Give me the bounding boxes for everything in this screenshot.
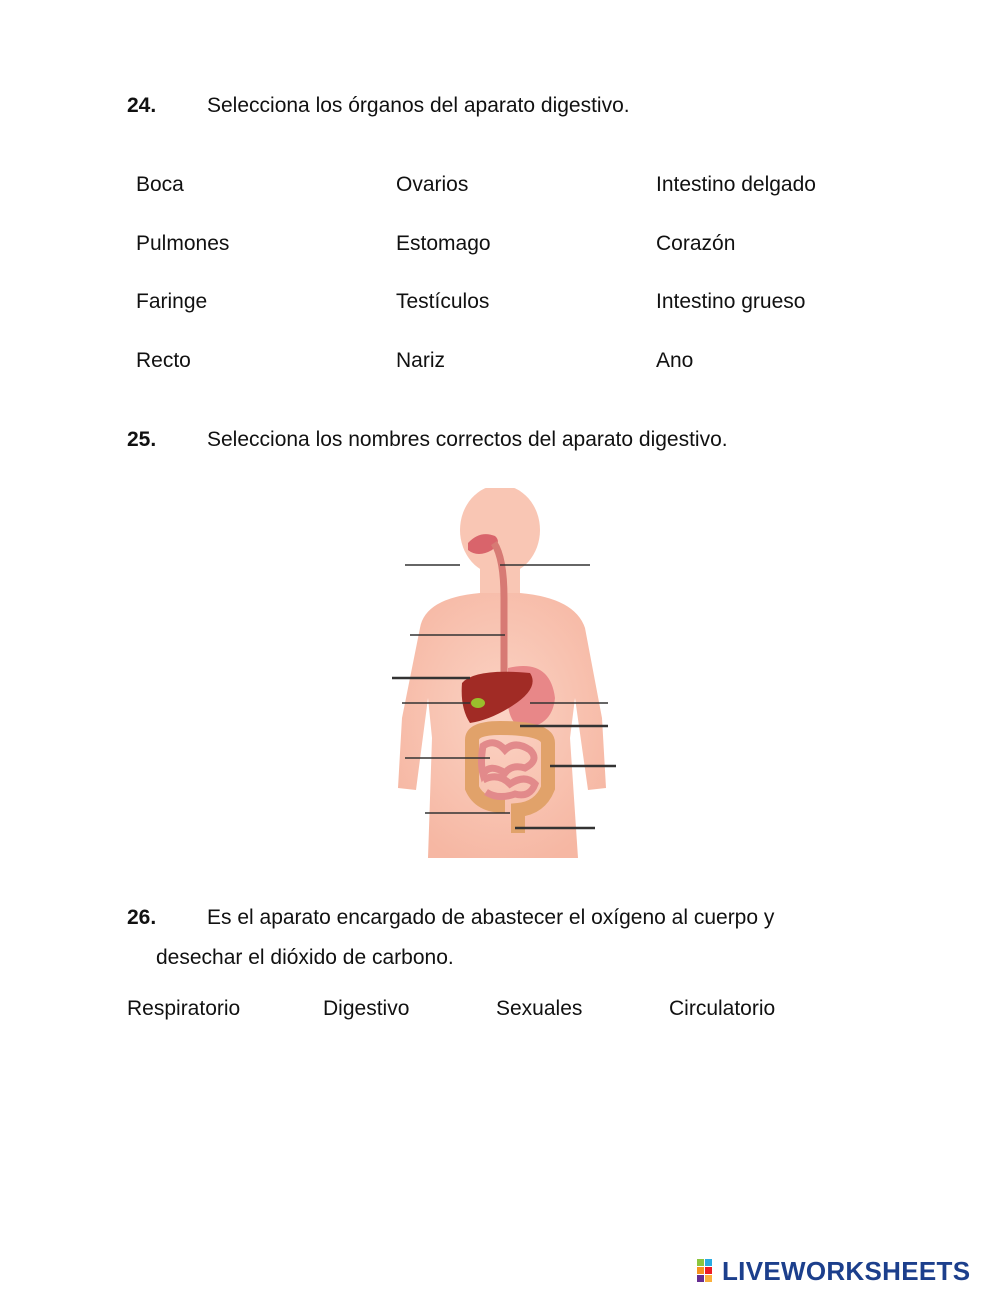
option-ovarios[interactable]: Ovarios (396, 173, 469, 196)
question-25 (127, 428, 728, 452)
question-text-line1: Es el aparato encargado de abastecer el oxígeno al cuerpo y (207, 906, 775, 929)
question-24 (127, 94, 630, 118)
question-text: Selecciona los órganos del aparato digestivo. (207, 94, 630, 117)
option-boca[interactable]: Boca (136, 173, 184, 196)
option-estomago[interactable]: Estomago (396, 232, 491, 255)
option-nariz[interactable]: Nariz (396, 349, 446, 372)
option-intestino-delgado[interactable]: Intestino delgado (656, 173, 816, 196)
liveworksheets-brand: LIVEWORKSHEETS (722, 1256, 971, 1286)
option-pulmones[interactable]: Pulmones (136, 232, 230, 255)
question-number: 26. (127, 906, 157, 929)
option-ano[interactable]: Ano (656, 349, 694, 372)
option-intestino-grueso[interactable]: Intestino grueso (656, 290, 806, 313)
digestive-system-diagram (380, 488, 620, 858)
option-faringe[interactable]: Faringe (136, 290, 208, 313)
question-text-line2: desechar el dióxido de carbono. (156, 946, 454, 969)
option-sexuales[interactable]: Sexuales (496, 997, 583, 1020)
option-circulatorio[interactable]: Circulatorio (669, 997, 776, 1020)
question-number: 24. (127, 94, 157, 117)
option-corazon[interactable]: Corazón (656, 232, 736, 255)
option-testiculos[interactable]: Testículos (396, 290, 490, 313)
liveworksheets-logo-icon (697, 1259, 721, 1283)
question-text: Selecciona los nombres correctos del aparato digestivo. (207, 428, 728, 451)
question-26-line-1 (127, 898, 904, 938)
option-recto[interactable]: Recto (136, 349, 191, 372)
option-respiratorio[interactable]: Respiratorio (127, 997, 241, 1020)
question-26 (127, 898, 904, 978)
gallbladder-organ (471, 698, 485, 708)
question-number: 25. (127, 428, 157, 451)
option-digestivo[interactable]: Digestivo (323, 997, 410, 1020)
